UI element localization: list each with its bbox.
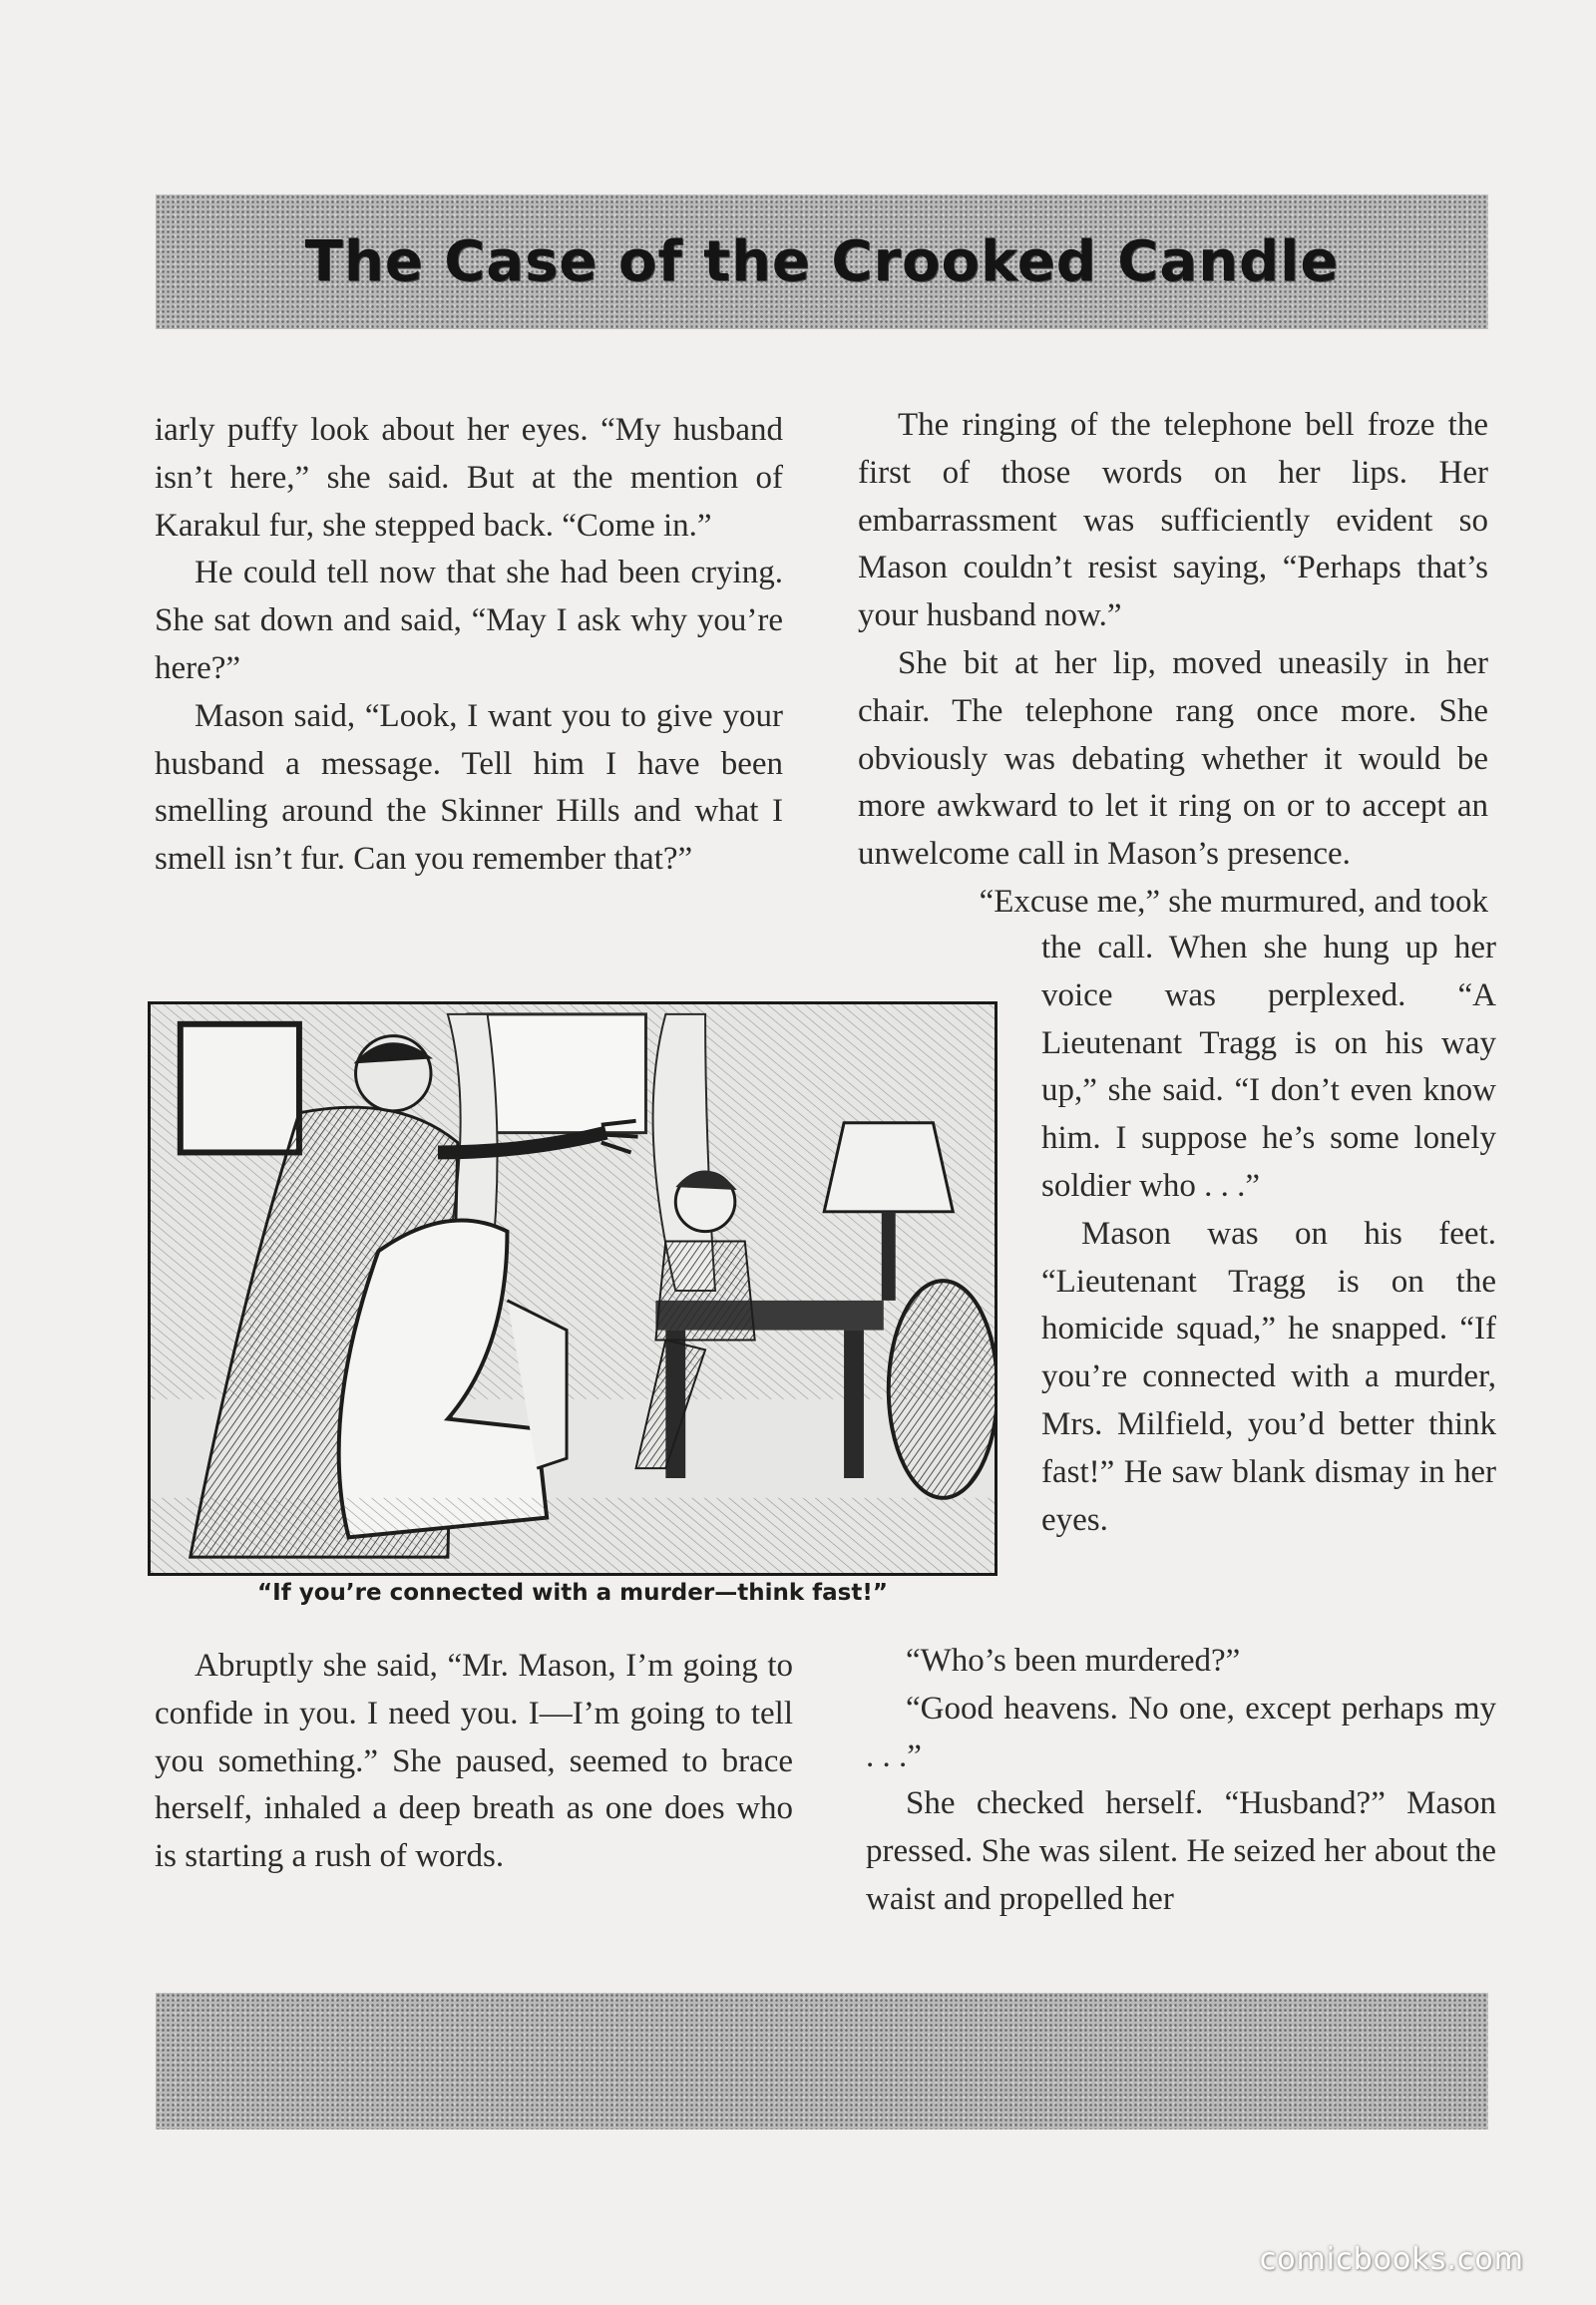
title-banner bbox=[156, 194, 1488, 329]
text-column-right-bottom bbox=[866, 1638, 1496, 1924]
paragraph: She bit at her lip, moved uneasily in her chair. The telephone rang once more. She obviously was debating whether it would be more awkward to let it ring on or to accept an unwelcome call in Mason’s presence. bbox=[858, 644, 1488, 873]
watermark: comicbooks.com bbox=[1259, 2242, 1524, 2277]
paragraph: “Excuse me,” she murmured, and took bbox=[979, 883, 1488, 920]
text-column-right-top bbox=[858, 402, 1488, 927]
paragraph: “Good heavens. No one, except perhaps my . . .” bbox=[866, 1690, 1496, 1774]
paragraph: Abruptly she said, “Mr. Mason, I’m going to confide in you. I need you. I—I’m going to tell you something.” She paused, seemed to brace herself, inhaled a deep breath as one does who is starting a rush of words. bbox=[155, 1648, 793, 1875]
paragraph: iarly puffy look about her eyes. “My husband isn’t here,” she said. But at the mention of Karakul fur, she stepped back. “Come in.” bbox=[155, 412, 783, 544]
paragraph: the call. When she hung up her voice was perplexed. “A Lieutenant Tragg is on his way up,” she said. “I don’t even know him. I suppose he’s some lonely soldier who . . .” bbox=[1041, 930, 1496, 1204]
paragraph: Mason was on his feet. “Lieutenant Tragg is on the homicide squad,” he snapped. “If you’re connected with a murder, Mrs. Milfield, you’d better think fast!” He saw blank dismay in her eyes. bbox=[1041, 1215, 1496, 1538]
illustration-drawing bbox=[151, 1004, 995, 1573]
illustration-caption: “If you’re connected with a murder—think fast!” bbox=[257, 1580, 888, 1606]
paragraph: Mason said, “Look, I want you to give your husband a message. Tell him I have been smelling around the Skinner Hills and what I smell isn’t fur. Can you remember that?” bbox=[155, 697, 783, 878]
bottom-banner bbox=[156, 1993, 1488, 2129]
paragraph: She checked herself. “Husband?” Mason pressed. She was silent. He seized her about the waist and propelled her bbox=[866, 1785, 1496, 1917]
story-illustration bbox=[148, 1001, 998, 1576]
text-column-left-top bbox=[155, 407, 783, 884]
text-column-right-narrow bbox=[1041, 925, 1496, 1544]
paragraph: The ringing of the telephone bell froze the first of those words on her lips. Her embarrassment was sufficiently evident so Mason couldn’t resist saying, “Perhaps that’s your husband now.” bbox=[858, 407, 1488, 634]
text-column-left-bottom bbox=[155, 1643, 793, 1881]
story-title: The Case of the Crooked Candle bbox=[304, 229, 1340, 294]
paragraph: He could tell now that she had been crying. She sat down and said, “May I ask why you’re here?” bbox=[155, 555, 783, 686]
paragraph: “Who’s been murdered?” bbox=[906, 1643, 1241, 1679]
